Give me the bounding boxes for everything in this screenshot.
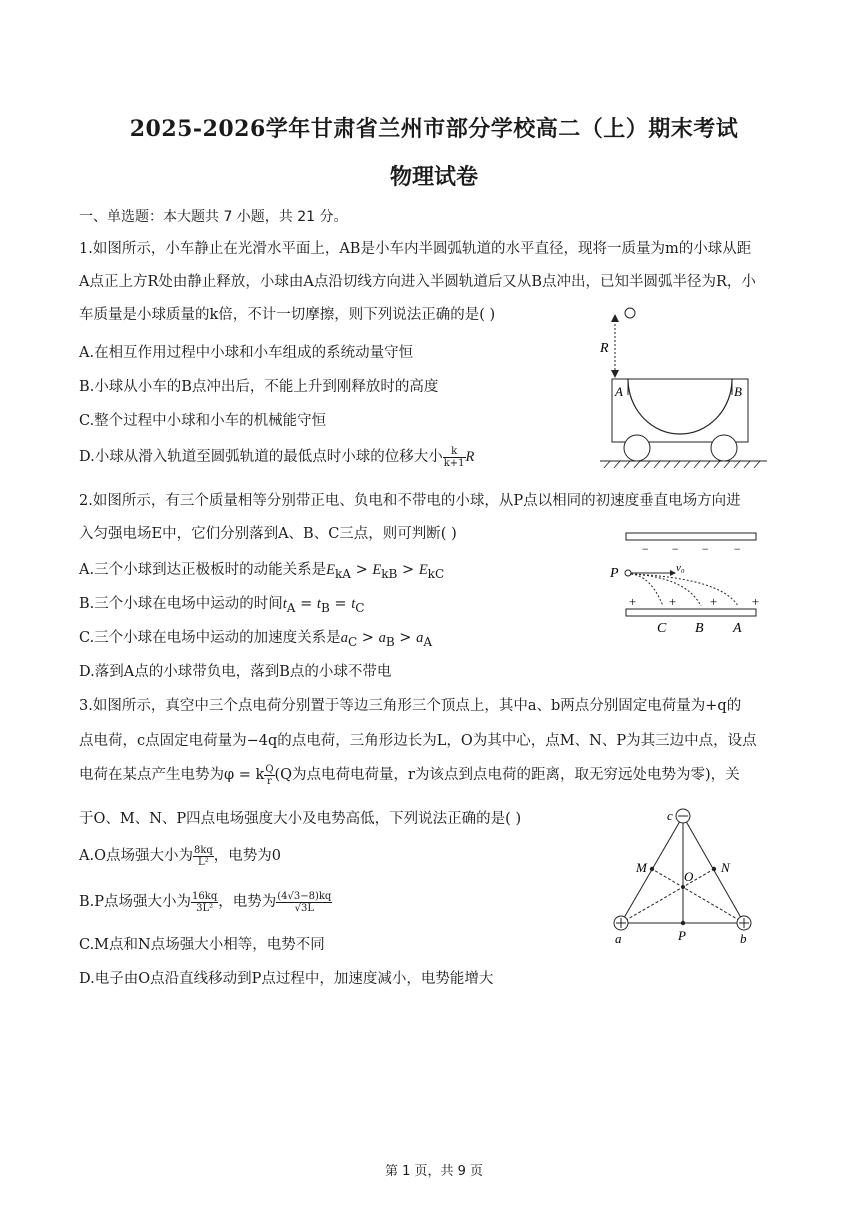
minus-sign: − xyxy=(671,542,680,556)
cart-body xyxy=(612,379,748,442)
q3-option-d: D.电子由O点沿直线移动到P点过程中，加速度减小，电势能增大 xyxy=(79,971,494,987)
arrow-tail xyxy=(611,314,619,322)
fraction-numerator: k xyxy=(443,446,466,458)
label-b: B xyxy=(734,384,742,399)
q3-stem-text: (Q为点电荷电荷量，r为该点到点电荷的距离，取无穷远处电势为零)，关 xyxy=(274,767,740,783)
wheel-right xyxy=(711,435,737,461)
label-m: M xyxy=(636,860,647,875)
minus-sign: − xyxy=(641,542,650,556)
q3-stem-line-4: 于O、M、N、P四点电场强度大小及电势高低，下列说法正确的是( ) xyxy=(79,811,522,827)
q2-stem-line-2: 入匀强电场E中，它们分别落到A、B、C三点，则可判断( ) xyxy=(79,526,457,542)
q1-stem-line-1: 1.如图所示，小车静止在光滑水平面上，AB是小车内半圆弧轨道的水平直径，现将一质量为m的小球从距 xyxy=(79,241,752,257)
label-b: B xyxy=(695,621,704,636)
wheel-left xyxy=(624,435,650,461)
exam-subtitle: 物理试卷 xyxy=(389,164,478,190)
q2-option-b: B.三个小球在电场中运动的时间$t_A = t_B = t_C$ xyxy=(79,596,365,615)
q1-option-d-text: D.小球从滑入轨道至圆弧轨道的最低点时小球的位移大小 xyxy=(79,449,443,465)
minus-sign: − xyxy=(701,542,710,556)
arrow-head xyxy=(611,370,619,378)
label-a: A xyxy=(733,621,742,636)
fraction-numerator: 8kq xyxy=(193,844,213,856)
label-p: P xyxy=(678,928,686,943)
section-heading: 一、单选题：本大题共 7 小题，共 21 分。 xyxy=(79,209,348,225)
label-c: C xyxy=(657,621,667,636)
fraction-denominator: L² xyxy=(198,856,209,868)
minus-sign: − xyxy=(733,542,742,556)
fraction-denominator: 3L² xyxy=(196,902,214,914)
trajectory-b xyxy=(631,574,701,606)
label-v0: v₀ xyxy=(676,562,685,574)
point-m xyxy=(650,867,654,871)
q1-option-b: B.小球从小车的B点冲出后，不能上升到刚释放时的高度 xyxy=(79,379,439,395)
exam-title: 2025-2026学年甘肃省兰州市部分学校高二（上）期末考试 xyxy=(129,116,739,142)
label-r: R xyxy=(600,341,609,356)
plus-sign: + xyxy=(709,594,718,609)
potential-fraction xyxy=(264,764,274,787)
label-n: N xyxy=(721,860,730,875)
q3-option-a-fraction xyxy=(193,845,214,868)
q1-option-c: C.整个过程中小球和小车的机械能守恒 xyxy=(79,413,327,429)
q3-option-b-text: B.P点场强大小为 xyxy=(79,894,192,910)
q3-option-c: C.M点和N点场强大小相等，电势不同 xyxy=(79,937,325,953)
q3-stem-line-2: 点电荷，c点固定电荷量为−4q的点电荷，三角形边长为L，O为其中心，点M、N、P为其三边中点，设点 xyxy=(79,733,757,749)
ball xyxy=(625,308,635,318)
q3-stem-line-3 xyxy=(79,763,740,787)
q1-option-d-r: R xyxy=(465,449,475,465)
q1-stem-line-3: 车质量是小球质量的k倍，不计一切摩擦，则下列说法正确的是( ) xyxy=(79,307,496,323)
label-a: A xyxy=(615,384,623,399)
point-o xyxy=(681,885,685,889)
q3-stem-line-1: 3.如图所示，真空中三个点电荷分别置于等边三角形三个顶点上，其中a、b两点分别固定电荷量为+q的 xyxy=(79,698,742,714)
q3-option-a-text: A.O点场强大小为 xyxy=(79,848,193,864)
trajectory-a xyxy=(631,574,738,606)
label-o: O xyxy=(684,869,694,884)
fraction-denominator: √3L xyxy=(294,902,314,914)
q3-option-b xyxy=(79,890,332,914)
label-a: a xyxy=(615,931,622,946)
label-c: c xyxy=(667,808,673,823)
q3-option-b-fraction xyxy=(276,891,332,914)
q3-option-a-text: ，电势为0 xyxy=(213,848,282,864)
plus-sign: + xyxy=(751,594,760,609)
fraction-denominator: r xyxy=(267,775,272,787)
fraction-denominator: k+1 xyxy=(443,457,465,469)
page-number: 第 1 页，共 9 页 xyxy=(384,1164,484,1179)
plus-sign: + xyxy=(628,594,637,609)
q3-stem-text: 电荷在某点产生电势为φ = k xyxy=(79,767,265,783)
q3-figure-triangle xyxy=(606,805,766,953)
positive-plate xyxy=(626,609,756,616)
plus-sign: + xyxy=(668,594,677,609)
label-p: P xyxy=(610,566,619,581)
ground-hatching xyxy=(604,461,760,468)
negative-plate xyxy=(626,533,756,540)
point-p xyxy=(681,921,685,925)
fraction-numerator: Q xyxy=(265,763,274,775)
point-p xyxy=(625,570,631,576)
fraction-numerator: (4√3−8)kq xyxy=(277,890,332,902)
median-bn xyxy=(652,869,744,923)
q1-option-d xyxy=(79,445,474,469)
semicircle-track xyxy=(628,379,732,434)
q3-option-a xyxy=(79,844,281,868)
q1-option-a: A.在相互作用过程中小球和小车组成的系统动量守恒 xyxy=(79,345,414,361)
point-n xyxy=(712,867,716,871)
fraction-numerator: 16kq xyxy=(192,890,218,902)
q1-option-d-fraction xyxy=(443,446,466,469)
q2-option-a: A.三个小球到达正极板时的动能关系是$E_{kA} > E_{kB} > E_{kC}$ xyxy=(79,562,445,581)
q2-stem-line-1: 2.如图所示，有三个质量相等分别带正电、负电和不带电的小球，从P点以相同的初速度垂直电场方向进 xyxy=(79,493,741,509)
q1-figure-cart xyxy=(596,300,771,468)
q3-option-b-fraction xyxy=(191,891,218,914)
median-am xyxy=(621,869,714,923)
q3-option-b-text: ，电势为 xyxy=(218,894,277,910)
q2-option-d: D.落到A点的小球带负电，落到B点的小球不带电 xyxy=(79,664,392,680)
label-b: b xyxy=(740,931,747,946)
q1-stem-line-2: A点正上方R处由静止释放，小球由A点沿切线方向进入半圆轨道后又从B点冲出，已知半圆弧半径为R，小 xyxy=(79,274,756,290)
q2-option-c: C.三个小球在电场中运动的加速度关系是$a_C > a_B > a_A$ xyxy=(79,630,433,649)
q2-figure-field xyxy=(606,528,771,636)
